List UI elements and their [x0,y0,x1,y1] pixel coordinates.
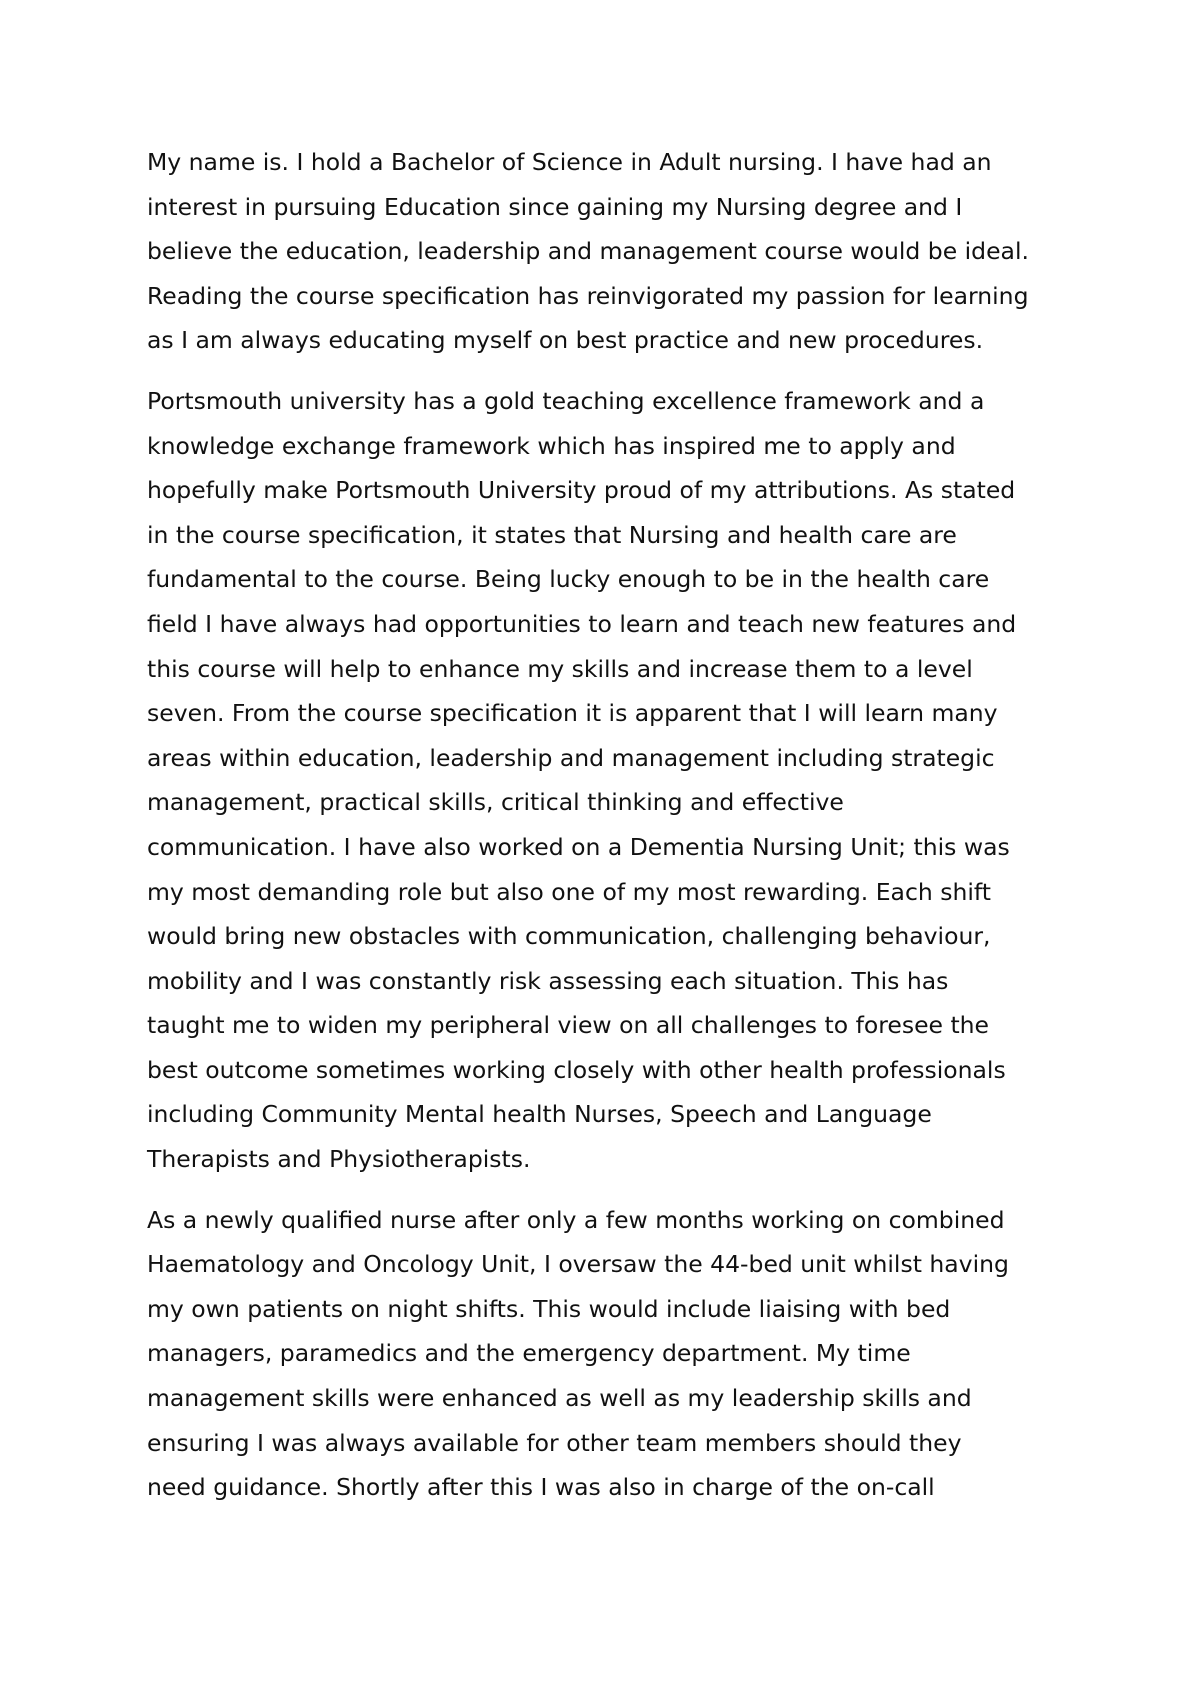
text-line: seven. From the course specification it is apparent that I will learn many [147,699,998,728]
text-line: As a newly qualified nurse after only a few months working on combined [147,1205,1005,1234]
text-line: ensuring I was always available for other team members should they [147,1428,962,1457]
text-line: fundamental to the course. Being lucky enough to be in the health care [147,565,990,594]
text-line: best outcome sometimes working closely with other health professionals [147,1055,1006,1084]
text-line: management skills were enhanced as well as my leadership skills and [147,1384,972,1413]
text-line: in the course specification, it states that Nursing and health care are [147,520,957,549]
text-line: managers, paramedics and the emergency department. My time [147,1339,911,1368]
text-line: interest in pursuing Education since gaining my Nursing degree and I [147,192,963,221]
paragraph-3 [147,1198,1077,1510]
text-line: would bring new obstacles with communication, challenging behaviour, [147,922,991,951]
text-line: as I am always educating myself on best practice and new procedures. [147,326,984,355]
text-line: Haematology and Oncology Unit, I oversaw the 44-bed unit whilst having [147,1250,1009,1279]
text-line: this course will help to enhance my skills and increase them to a level [147,654,973,683]
text-line: Portsmouth university has a gold teaching excellence framework and a [147,386,985,415]
paragraph-2 [147,379,1077,1182]
text-line: my own patients on night shifts. This would include liaising with bed [147,1294,951,1323]
text-line: believe the education, leadership and management course would be ideal. [147,237,1029,266]
text-line: Therapists and Physiotherapists. [147,1145,531,1174]
text-line: taught me to widen my peripheral view on all challenges to foresee the [147,1011,990,1040]
text-line: areas within education, leadership and management including strategic [147,743,995,772]
text-line: field I have always had opportunities to learn and teach new features and [147,609,1017,638]
text-line: mobility and I was constantly risk assessing each situation. This has [147,966,949,995]
text-line: knowledge exchange framework which has inspired me to apply and [147,431,956,460]
text-line: hopefully make Portsmouth University proud of my attributions. As stated [147,476,1016,505]
text-line: management, practical skills, critical thinking and effective [147,788,844,817]
text-line: Reading the course specification has reinvigorated my passion for learning [147,281,1029,310]
document-body [147,140,1077,1526]
text-line: My name is. I hold a Bachelor of Science in Adult nursing. I have had an [147,148,992,176]
text-line: communication. I have also worked on a Dementia Nursing Unit; this was [147,832,1010,861]
text-line: need guidance. Shortly after this I was also in charge of the on-call [147,1473,935,1502]
text-line: my most demanding role but also one of my most rewarding. Each shift [147,877,991,906]
paragraph-1 [147,140,1077,363]
text-line: including Community Mental health Nurses, Speech and Language [147,1100,932,1129]
